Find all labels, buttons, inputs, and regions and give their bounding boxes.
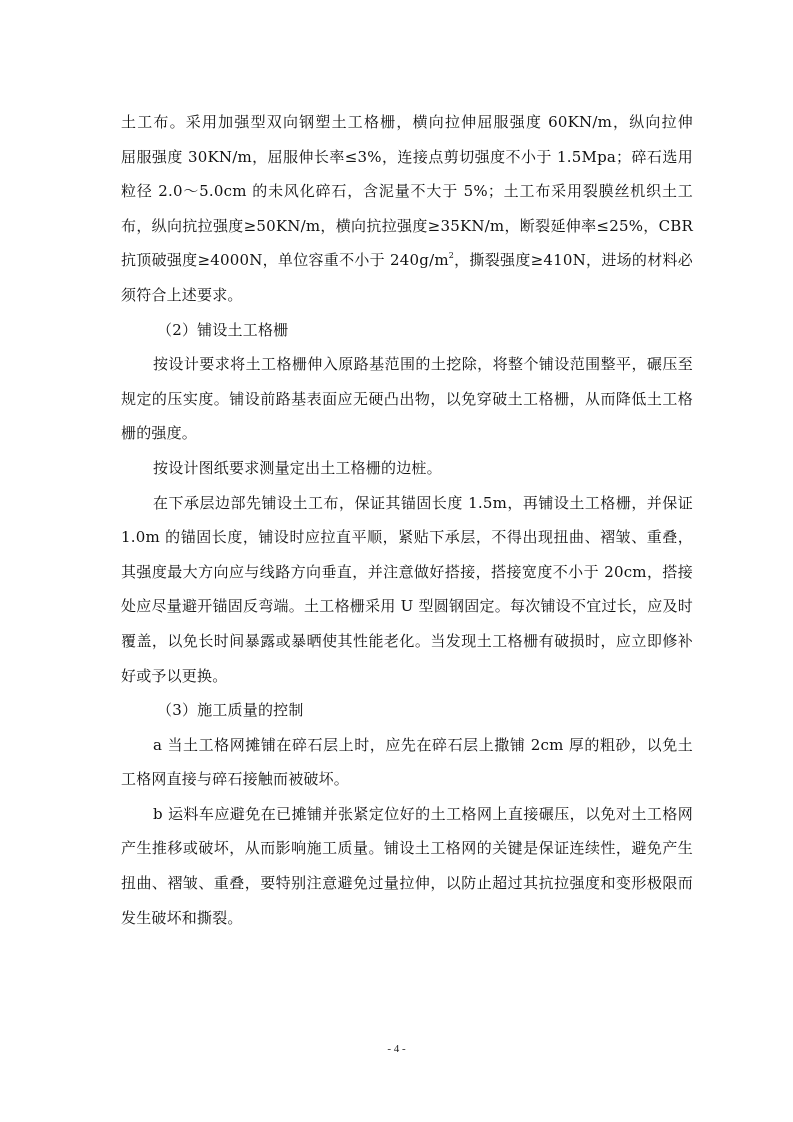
text-line: 须符合上述要求。 [121,285,243,304]
text-fragment: 抗顶破强度≥4000N，单位容重不小于 240g/m [121,251,449,270]
text-line [121,243,693,278]
text-line: 屈服强度 30KN/m，屈服伸长率≤3%，连接点剪切强度不小于 1.5Mpa；碎石选用 [121,147,693,166]
section-2-paragraph-3: 在下承层边部先铺设土工布，保证其锚固长度 1.5m，再铺设土工格栅，并保证 1.0m 的锚固长度，铺设时应拉直平顺，紧贴下承层，不得出现扭曲、褶皱、重叠，其强度最大方向应与线路方向垂直，并注意做好搭接，搭接宽度不小于 20cm，搭接处应尽量避开锚固反弯端。土工格栅采用 U 型圆钢固定。每次铺设不宜过长，应及时覆盖，以免长时间暴露或暴晒使其性能老化。当发现土工格栅有破损时，应立即修补好或予以更换。 [121,493,693,685]
text-line: 土工布。采用加强型双向钢塑土工格栅，横向拉伸屈服强度 60KN/m，纵向拉伸 [121,113,693,131]
text-fragment: ，撕裂强度≥410N，进场的材料必 [454,251,693,270]
section-2-paragraph-1: 按设计要求将土工格栅伸入原路基范围的土挖除，将整个铺设范围整平，碾压至规定的压实度。铺设前路基表面应无硬凸出物，以免穿破土工格栅，从而降低土工格栅的强度。 [121,355,693,443]
page-number: - 4 - [387,1043,406,1055]
section-3-paragraph-b: b 运料车应避免在已摊铺并张紧定位好的土工格网上直接碾压，以免对土工格网产生推移或破坏，从而影响施工质量。铺设土工格网的关键是保证连续性，避免产生扭曲、褶皱、重叠，要特别注意避免过量拉伸，以防止超过其抗拉强度和变形极限而发生破坏和撕裂。 [121,804,693,927]
section-2-heading: （2）铺设土工格栅 [157,320,289,339]
text-line: 布，纵向抗拉强度≥50KN/m，横向抗拉强度≥35KN/m，断裂延伸率≤25%，CBR [121,216,693,235]
section-2-paragraph-2: 按设计图纸要求测量定出土工格栅的边桩。 [153,458,442,477]
intro-paragraph [121,105,693,313]
section-3-paragraph-a: a 当土工格网摊铺在碎石层上时，应先在碎石层上撒铺 2cm 厚的粗砂，以免土工格网直接与碎石接触而被破坏。 [121,735,693,789]
superscript-2: 2 [448,251,455,261]
section-3-heading: （3）施工质量的控制 [157,701,304,720]
document-body [121,105,693,935]
text-line: 粒径 2.0～5.0cm 的未风化碎石，含泥量不大于 5%；土工布采用裂膜丝机织土工 [121,182,693,201]
